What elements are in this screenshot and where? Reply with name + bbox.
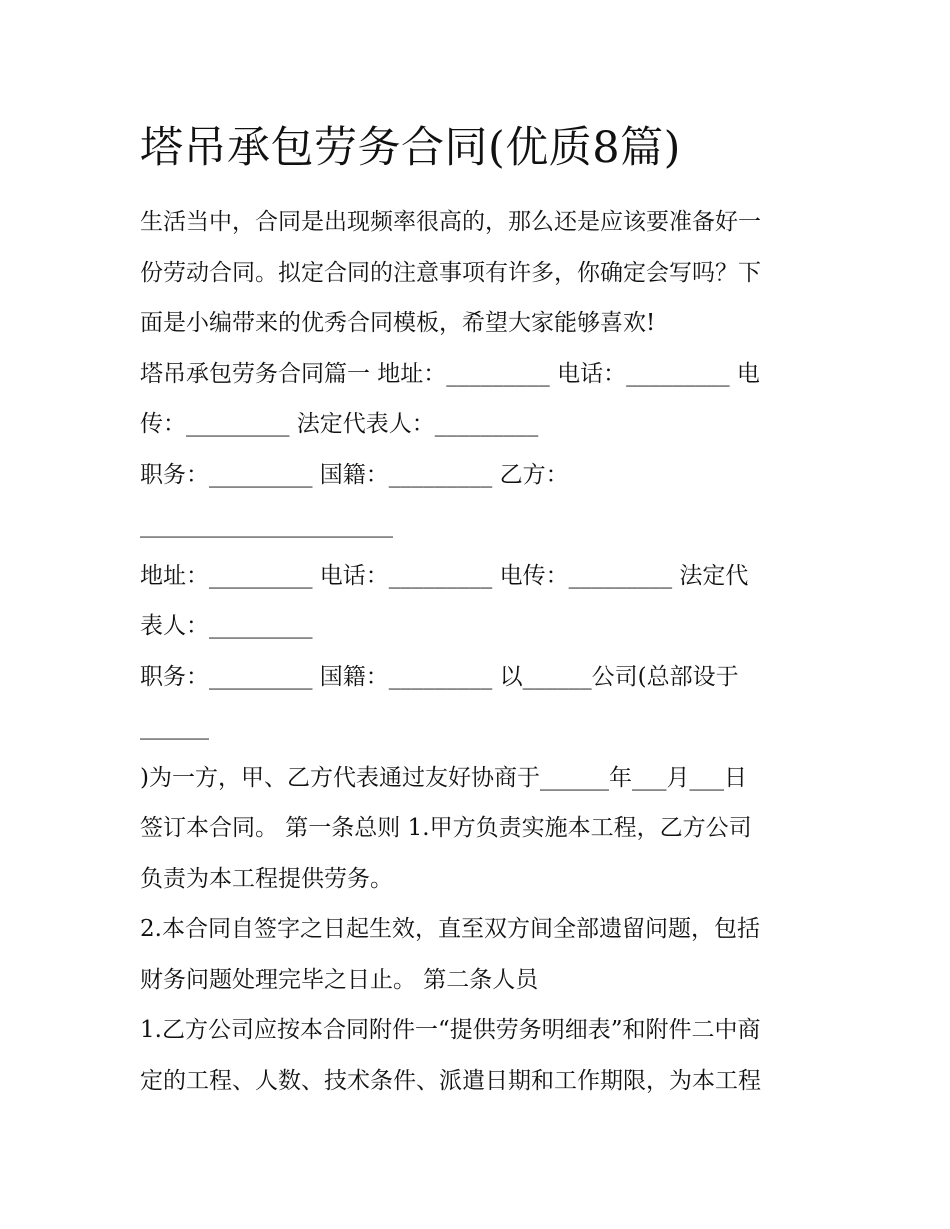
body-line: 职务：_________ 国籍：_________ 以______公司(总部设于: [140, 663, 739, 690]
body-line: )为一方，甲、乙方代表通过友好协商于______年___月___日: [140, 764, 747, 791]
body-line: 生活当中，合同是出现频率很高的，那么还是应该要准备好一: [140, 209, 761, 235]
body-line: 签订本合同。 第一条总则 1.甲方负责实施本工程，乙方公司: [140, 815, 752, 841]
body-line: 表人：_________: [140, 613, 313, 639]
body-line: 负责为本工程提供劳务。: [140, 865, 393, 892]
body-line: 财务问题处理完毕之日止。 第二条人员: [140, 966, 539, 993]
body-line: 面是小编带来的优秀合同模板，希望大家能够喜欢!: [140, 310, 656, 336]
document-body: [140, 197, 820, 1106]
body-line: 职务：_________ 国籍：_________ 乙方：: [140, 461, 569, 488]
body-line: 传：_________ 法定代表人：_________: [140, 411, 539, 437]
body-line: ______________________: [140, 512, 393, 538]
document-title: 塔吊承包劳务合同(优质8篇): [140, 123, 681, 173]
body-line: 定的工程、人数、技术条件、派遣日期和工作期限，为本工程: [140, 1067, 761, 1094]
body-line: 1.乙方公司应按本合同附件一“提供劳务明细表”和附件二中商: [140, 1017, 761, 1043]
body-line: 2.本合同自签字之日起生效，直至双方间全部遗留问题，包括: [140, 916, 760, 942]
body-line: 塔吊承包劳务合同篇一 地址：_________ 电话：_________ 电: [140, 360, 760, 387]
body-line: ______: [140, 714, 209, 740]
body-line: 份劳动合同。拟定合同的注意事项有许多，你确定会写吗？下: [140, 259, 761, 286]
body-line: 地址：_________ 电话：_________ 电传：_________ 法定代: [140, 562, 749, 589]
